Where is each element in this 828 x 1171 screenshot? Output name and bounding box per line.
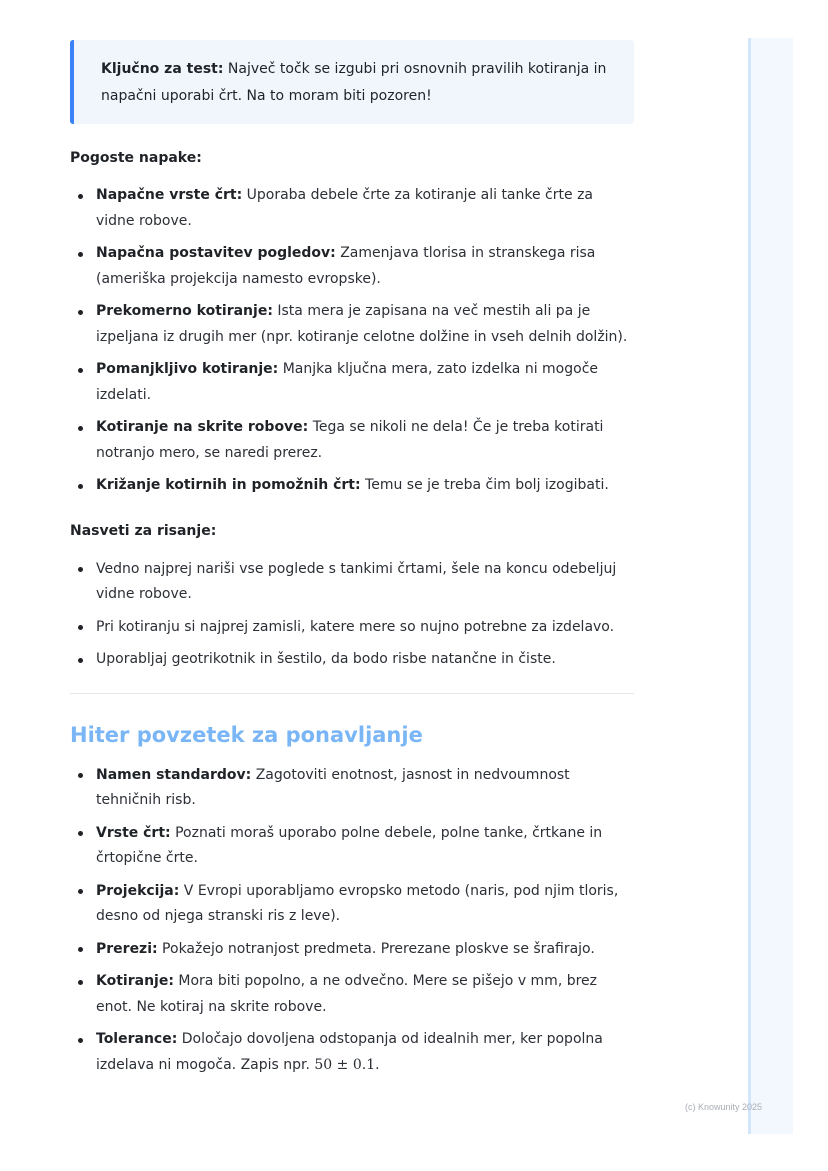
item-term: Tolerance: — [96, 1031, 178, 1047]
list-item: Vedno najprej nariši vse poglede s tankimi črtami, šele na koncu odebeljuj vidne robove. — [70, 557, 634, 608]
section-divider — [70, 693, 634, 694]
list-item — [70, 183, 634, 234]
item-text: Pokažejo notranjost predmeta. Prerezane ploskve se šrafirajo. — [157, 940, 595, 957]
item-term: Prerezi: — [96, 940, 158, 957]
callout-label: Ključno za test: — [101, 61, 224, 77]
summary-list — [70, 763, 634, 1079]
errors-heading: Pogoste napake: — [70, 150, 202, 166]
item-text: Zagotoviti enotnost, jasnost in nedvoumnost tehničnih risb. — [96, 766, 570, 808]
tips-heading: Nasveti za risanje: — [70, 522, 217, 539]
list-item — [70, 473, 634, 499]
item-term: Prekomerno kotiranje: — [96, 303, 273, 319]
item-term: Namen standardov: — [96, 766, 252, 783]
side-panel — [748, 38, 793, 1134]
item-term: Napačne vrste črt: — [96, 187, 243, 203]
list-item — [70, 969, 634, 1020]
item-text: Poznati moraš uporabo polne debele, polne tanke, črtkane in črtopične črte. — [96, 824, 603, 866]
item-text: Zamenjava tlorisa in stranskega risa (ameriška projekcija namesto evropske). — [96, 245, 596, 287]
list-item — [70, 415, 634, 466]
list-item — [70, 299, 634, 350]
item-term: Pomanjkljivo kotiranje: — [96, 361, 279, 377]
tips-list — [70, 557, 634, 673]
list-item — [70, 937, 634, 963]
list-item: Pri kotiranju si najprej zamisli, katere mere so nujno potrebne za izdelavo. — [70, 615, 634, 641]
item-text: Ista mera je zapisana na več mestih ali pa je izpeljana iz drugih mer (npr. kotiranje celotne dolžine in vseh delnih dolžin). — [96, 303, 628, 345]
tolerance-formula: 50 ± 0.1 — [314, 1056, 376, 1073]
item-text: Tega se nikoli ne dela! Če je treba kotirati notranjo mero, se naredi prerez. — [96, 419, 604, 461]
key-callout — [70, 40, 634, 124]
item-term: Križanje kotirnih in pomožnih črt: — [96, 477, 361, 493]
item-text-end: . — [375, 1056, 380, 1073]
errors-list — [70, 183, 634, 499]
item-term: Napačna postavitev pogledov: — [96, 245, 336, 261]
list-item — [70, 241, 634, 292]
list-item: Uporabljaj geotrikotnik in šestilo, da bodo risbe natančne in čiste. — [70, 647, 634, 673]
list-item — [70, 357, 634, 408]
item-text: Mora biti popolno, a ne odvečno. Mere se pišejo v mm, brez enot. Ne kotiraj na skrite robove. — [96, 973, 598, 1015]
list-item — [70, 879, 634, 930]
item-term: Kotiranje: — [96, 973, 174, 989]
item-text: V Evropi uporabljamo evropsko metodo (naris, pod njim tloris, desno od njega stranski ris z leve). — [96, 882, 619, 924]
item-term: Kotiranje na skrite robove: — [96, 419, 309, 435]
item-text: Določajo dovoljena odstopanja od idealnih mer, ker popolna izdelava ni mogoča. Zapis npr. — [96, 1031, 603, 1073]
item-text: Manjka ključna mera, zato izdelka ni mogoče izdelati. — [96, 361, 599, 403]
item-term: Vrste črt: — [96, 824, 171, 841]
list-item — [70, 1027, 634, 1078]
copyright-footer: (c) Knowunity 2025 — [685, 1102, 763, 1112]
callout-text: Največ točk se izgubi pri osnovnih pravilih kotiranja in napačni uporabi črt. Na to moram biti pozoren! — [101, 61, 607, 104]
item-term: Projekcija: — [96, 882, 180, 899]
item-text: Temu se je treba čim bolj izogibati. — [360, 477, 609, 493]
content-column — [70, 40, 634, 1085]
item-text: Uporaba debele črte za kotiranje ali tanke črte za vidne robove. — [96, 187, 593, 229]
list-item — [70, 821, 634, 872]
summary-heading: Hiter povzetek za ponavljanje — [70, 722, 423, 747]
list-item — [70, 763, 634, 814]
